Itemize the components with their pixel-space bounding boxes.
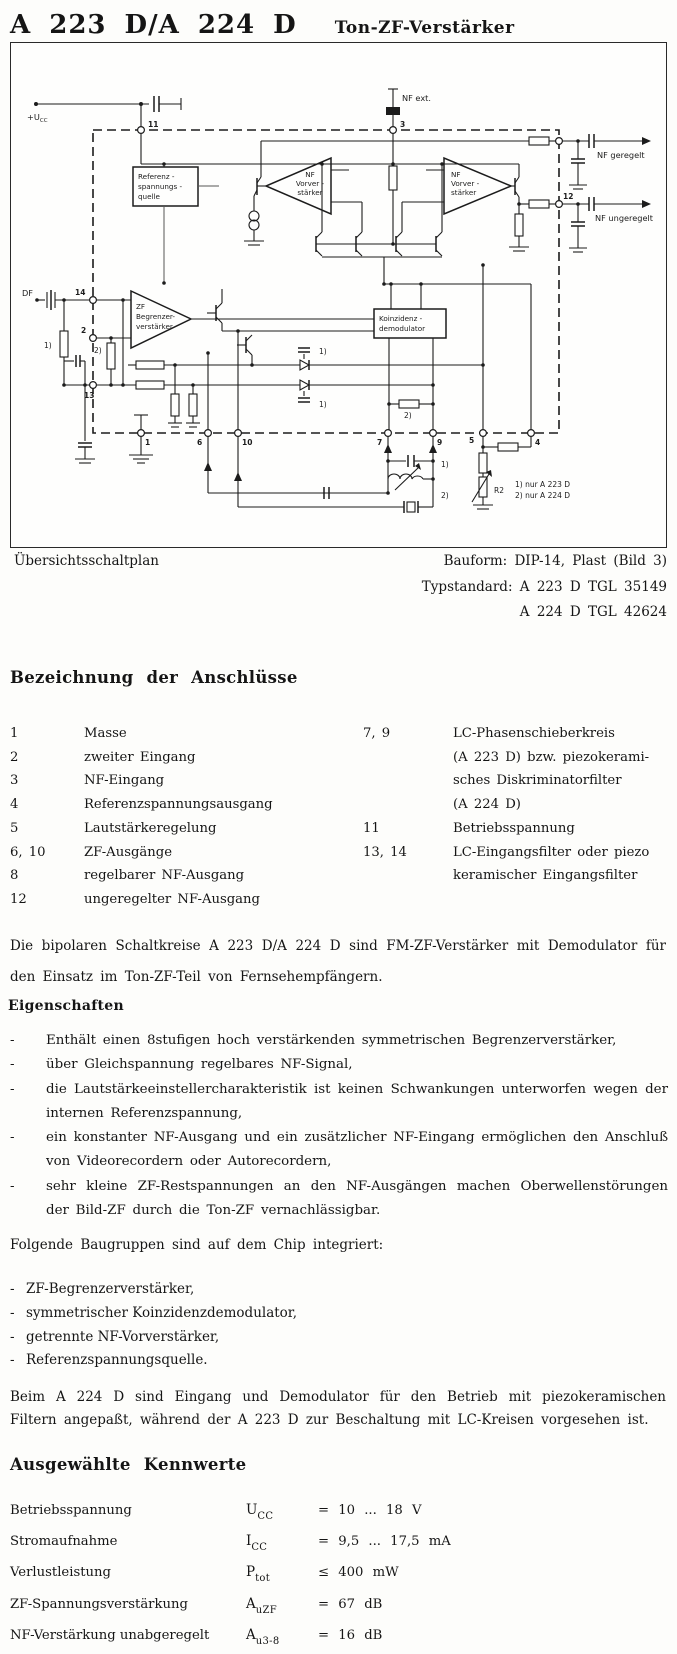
baugruppen-intro: Folgende Baugruppen sind auf dem Chip integriert:	[10, 1237, 384, 1253]
coincidence-demodulator-block	[374, 309, 446, 433]
variant-note-1: 1) nur A 223 D	[515, 480, 571, 489]
df-label: DF	[22, 288, 34, 298]
kennwerte-heading: Ausgewählte Kennwerte	[10, 1455, 247, 1474]
pin-14: 14	[75, 288, 86, 297]
variant-paragraph: Beim A 224 D sind Eingang und Demodulator für den Betrieb mit piezokeramischen Filtern angepaßt, während der A 223 D zur Beschaltung mit LC-Kreisen vorgesehen ist.	[10, 1389, 666, 1428]
pin-6: 6	[197, 438, 203, 447]
kennwerte-table	[10, 1498, 666, 1654]
feature-item: - sehr kleine ZF-Restspannungen an den NF-Ausgängen machen Oberwellenstörungen der Bild-ZF durch die Ton-ZF vernachlässigbar.	[10, 1178, 668, 1219]
svg-text:Vorver -: Vorver -	[451, 179, 480, 188]
supply-rails	[141, 130, 559, 167]
page-title	[10, 10, 670, 40]
svg-text:1): 1)	[319, 400, 327, 409]
module-item: - symmetrischer Koinzidenzdemodulator,	[10, 1304, 298, 1321]
pin-3: 3	[400, 120, 406, 129]
svg-text:1): 1)	[44, 341, 52, 350]
pin-7: 7	[377, 438, 383, 447]
kennwert-row: Verlustleistung $P_{tot} \le 400$ mW	[10, 1564, 399, 1585]
kennwert-row: NF-Verstärkung unabgeregelt $A_{u3-8} = 16$ dB	[10, 1626, 383, 1647]
pin-row: 6, 10 ZF-Ausgänge	[10, 844, 173, 860]
module-item: - Referenzspannungsquelle.	[10, 1352, 208, 1369]
pin-12: 12	[563, 192, 574, 201]
svg-text:1): 1)	[441, 460, 449, 469]
pin-row: 5 Lautstärkeregelung	[10, 820, 217, 836]
footnote-2-mark: 2)	[404, 411, 412, 420]
svg-text:Referenz -: Referenz -	[138, 172, 175, 181]
svg-text:spannungs -: spannungs -	[138, 182, 183, 191]
r2-label: R2	[494, 486, 504, 495]
svg-text:Koinzidenz -: Koinzidenz -	[379, 314, 423, 323]
feature-item: - über Gleichspannung regelbares NF-Signal,	[10, 1057, 353, 1073]
reference-voltage-block	[133, 167, 219, 285]
module-item: - ZF-Begrenzerverstärker,	[10, 1281, 195, 1297]
schematic-frame	[10, 42, 667, 548]
bauform-line: Bauform: DIP-14, Plast (Bild 3)	[443, 553, 667, 569]
nf-ext-label: NF ext.	[402, 93, 431, 103]
current-mirror-row	[316, 164, 444, 284]
discriminator-rails	[93, 331, 485, 433]
svg-text:quelle: quelle	[138, 192, 160, 201]
kennwert-row: ZF-Spannungsverstärkung $A_{uZF} = 67$ dB	[10, 1595, 383, 1616]
pin-row: 2 zweiter Eingang	[10, 749, 196, 765]
pin3-column	[389, 130, 397, 246]
zf-limiter-block	[93, 289, 374, 367]
nf-geregelt-label: NF geregelt	[597, 150, 645, 160]
svg-text:ZF: ZF	[136, 302, 146, 311]
typstandard-line-2: A 224 D TGL 42624	[519, 604, 667, 620]
schematic-drawing	[11, 43, 666, 547]
nf-preamp-1-block	[244, 141, 331, 245]
pin-9: 9	[437, 438, 443, 447]
pin-row: 11 Betriebsspannung	[363, 820, 575, 836]
pin-13: 13	[84, 391, 95, 400]
footnote-1-mark: 1)	[319, 347, 327, 356]
ucc-label: $+U_{CC}$	[27, 112, 48, 124]
baugruppen-list	[10, 1278, 666, 1373]
kennwert-row: Betriebsspannung $U_{CC} = 10$ ... 18 V	[10, 1502, 422, 1522]
feature-item: - Enthält einen 8stufigen hoch verstärkenden symmetrischen Begrenzerverstärker,	[10, 1033, 617, 1048]
pin-row: 12 ungeregelter NF-Ausgang	[10, 891, 260, 907]
feature-item: - die Lautstärkeeinstellercharakteristik ist keinen Schwankungen unterworfen wegen der internen Referenzspannung,	[10, 1081, 668, 1121]
schematic-caption: Übersichtsschaltplan	[14, 553, 159, 569]
feature-item: - ein konstanter NF-Ausgang und ein zusätzlicher NF-Eingang ermöglichen den Anschluß von Videorecordern oder Autorecordern,	[10, 1130, 669, 1170]
svg-text:verstärker: verstärker	[136, 322, 173, 331]
eigenschaften-heading: Eigenschaften	[8, 998, 124, 1014]
svg-text:stärker: stärker	[451, 188, 477, 197]
pin-table-left	[10, 722, 358, 912]
module-item: - getrennte NF-Vorverstärker,	[10, 1328, 220, 1345]
pin-1: 1	[145, 438, 151, 447]
bottom-external-net	[129, 433, 570, 513]
variant-note-2: 2) nur A 224 D	[515, 491, 571, 500]
pin-row: 8 regelbarer NF-Ausgang	[10, 868, 245, 884]
svg-text:Vorver -: Vorver -	[295, 179, 325, 188]
svg-text:2): 2)	[441, 491, 449, 500]
svg-text:2): 2)	[94, 346, 102, 355]
pin-row: 1 Masse	[10, 726, 127, 741]
svg-text:stärker: stärker	[297, 188, 323, 197]
svg-text:NF: NF	[305, 170, 315, 179]
df-input-net	[22, 288, 125, 463]
pin-row: 13, 14 LC-Eingangsfilter oder piezo keramischer Eingangsfilter	[363, 844, 650, 884]
nf-preamp-2-block	[444, 158, 559, 251]
pin-4: 4	[535, 438, 541, 447]
pin-row: 3 NF-Eingang	[10, 773, 165, 789]
svg-text:Begrenzer-: Begrenzer-	[136, 312, 175, 321]
typstandard-line-1: Typstandard: A 223 D TGL 35149	[421, 578, 667, 595]
svg-text:demodulator: demodulator	[379, 324, 426, 333]
kennwert-row: Stromaufnahme $I_{CC} = 9,5$ ... 17,5 mA	[10, 1533, 451, 1554]
package-info	[330, 549, 667, 626]
pin-10: 10	[242, 438, 253, 447]
anschluesse-heading: Bezeichnung der Anschlüsse	[10, 668, 298, 687]
pin-5: 5	[469, 436, 475, 445]
pin-row: 4 Referenzspannungsausgang	[10, 797, 273, 813]
device-name: A 223 D/A 224 D	[10, 10, 297, 40]
pin-table-right	[363, 722, 669, 888]
svg-text:NF: NF	[451, 170, 461, 179]
pin-2: 2	[81, 326, 87, 335]
pin-11: 11	[148, 120, 159, 129]
nf-ungeregelt-label: NF ungeregelt	[595, 213, 653, 223]
pin-row: 7, 9 LC-Phasenschieberkreis (A 223 D) bzw. piezokerami- sches Diskriminatorfilter (A 224 D)	[363, 726, 650, 813]
eigenschaften-list	[8, 1029, 668, 1223]
nf-ext-net	[386, 89, 431, 130]
intro-paragraph: Die bipolaren Schaltkreise A 223 D/A 224 D sind FM-ZF-Verstärker mit Demodulator für den Einsatz im Ton-ZF-Teil von Fernsehempfängern.	[10, 938, 666, 985]
device-function: Ton-ZF-Verstärker	[334, 18, 515, 38]
